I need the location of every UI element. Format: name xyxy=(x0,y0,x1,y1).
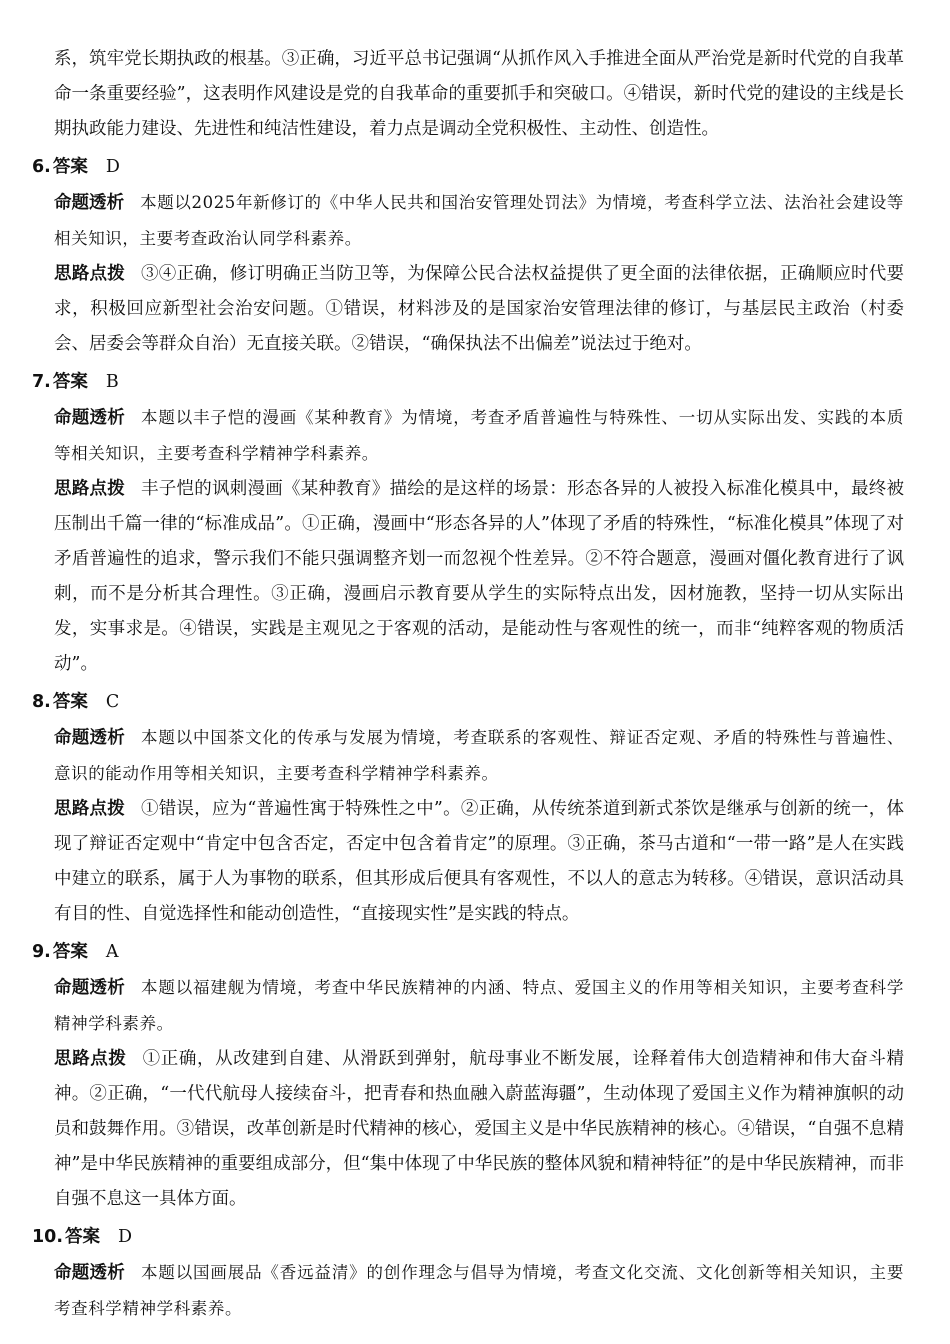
question-7 xyxy=(32,364,904,682)
hint-text: ①错误，应为“普遍性寓于特殊性之中”。②正确，从传统茶道到新式茶饮是继承与创新的统一，体现了辩证否定观中“肯定中包含否定，否定中包含着肯定”的原理。③正确，茶马古道和“一带一路”是人在实践中建立的联系，属于人为事物的联系，但其形成后便具有客观性，不以人的意志为转移。④错误，意识活动具有目的性、自觉选择性和能动创造性，“直接现实性”是实践的特点。 xyxy=(54,799,905,924)
question-number: 10. xyxy=(32,1227,64,1247)
question-number: 6. xyxy=(32,157,51,177)
analysis-text: 本题以国画展品《香远益清》的创作理念与倡导为情境，考查文化交流、文化创新等相关知识，主要考查科学精神学科素养。 xyxy=(54,1263,905,1318)
question-number: 7. xyxy=(32,372,51,392)
intro-paragraph: 系，筑牢党长期执政的根基。③正确，习近平总书记强调“从抓作风入手推进全面从严治党是新时代党的自我革命一条重要经验”，这表明作风建设是党的自我革命的重要抓手和突破口。④错误，新时代党的建设的主线是长期执政能力建设、先进性和纯洁性建设，着力点是调动全党积极性、主动性、创造性。 xyxy=(54,49,904,139)
analysis-paragraph xyxy=(32,400,904,472)
analysis-text: 本题以福建舰为情境，考查中华民族精神的内涵、特点、爱国主义的作用等相关知识，主要考查科学精神学科素养。 xyxy=(54,978,905,1033)
question-header xyxy=(32,934,904,970)
answer-label: 答案 xyxy=(52,157,88,177)
analysis-label: 命题透析 xyxy=(54,1263,125,1283)
analysis-label: 命题透析 xyxy=(54,728,125,748)
question-9 xyxy=(32,934,904,1217)
question-number: 8. xyxy=(32,692,51,712)
question-8 xyxy=(32,684,904,932)
answer-label: 答案 xyxy=(52,692,88,712)
hint-paragraph xyxy=(32,257,904,362)
question-6 xyxy=(32,149,904,362)
answer-label: 答案 xyxy=(52,942,88,962)
answer-value: B xyxy=(105,372,119,392)
hint-label: 思路点拨 xyxy=(54,1049,127,1069)
analysis-text: 本题以丰子恺的漫画《某种教育》为情境，考查矛盾普遍性与特殊性、一切从实际出发、实践的本质等相关知识，主要考查科学精神学科素养。 xyxy=(54,408,905,463)
hint-paragraph xyxy=(32,792,904,932)
answer-value: A xyxy=(105,942,119,962)
hint-label: 思路点拨 xyxy=(54,264,125,284)
answer-value: D xyxy=(105,157,120,177)
hint-text: 丰子恺的讽刺漫画《某种教育》描绘的是这样的场景：形态各异的人被投入标准化模具中，最终被压制出千篇一律的“标准成品”。①正确，漫画中“形态各异的人”体现了矛盾的特殊性，“标准化模具”体现了对矛盾普遍性的追求，警示我们不能只强调整齐划一而忽视个性差异。②不符合题意，漫画对僵化教育进行了讽刺，而不是分析其合理性。③正确，漫画启示教育要从学生的实际特点出发，因材施教，坚持一切从实际出发，实事求是。④错误，实践是主观见之于客观的活动，是能动性与客观性的统一，而非“纯粹客观的物质活动”。 xyxy=(54,479,904,674)
analysis-paragraph xyxy=(32,185,904,257)
analysis-text: 本题以中国茶文化的传承与发展为情境，考查联系的客观性、辩证否定观、矛盾的特殊性与普遍性、意识的能动作用等相关知识，主要考查科学精神学科素养。 xyxy=(54,728,905,783)
hint-paragraph xyxy=(32,1042,904,1217)
answer-value: C xyxy=(105,692,120,712)
hint-paragraph xyxy=(32,472,904,682)
answer-label: 答案 xyxy=(65,1227,101,1247)
analysis-text: 本题以2025年新修订的《中华人民共和国治安管理处罚法》为情境，考查科学立法、法治社会建设等相关知识，主要考查政治认同学科素养。 xyxy=(54,193,904,248)
question-number: 9. xyxy=(32,942,51,962)
analysis-paragraph xyxy=(32,970,904,1042)
hint-label: 思路点拨 xyxy=(54,479,125,499)
hint-text: ③④正确，修订明确正当防卫等，为保障公民合法权益提供了更全面的法律依据，正确顺应时代要求，积极回应新型社会治安问题。①错误，材料涉及的是国家治安管理法律的修订，与基层民主政治（村委会、居委会等群众自治）无直接关联。②错误，“确保执法不出偏差”说法过于绝对。 xyxy=(54,264,904,354)
question-header xyxy=(32,364,904,400)
analysis-label: 命题透析 xyxy=(54,193,125,213)
answer-label: 答案 xyxy=(52,372,88,392)
analysis-paragraph xyxy=(32,1255,904,1327)
hint-text: ①正确，从改建到自建、从滑跃到弹射，航母事业不断发展，诠释着伟大创造精神和伟大奋斗精神。②正确，“一代代航母人接续奋斗，把青春和热血融入蔚蓝海疆”，生动体现了爱国主义作为精神旗帜的动员和鼓舞作用。③错误，改革创新是时代精神的核心，爱国主义是中华民族精神的核心。④错误，“自强不息精神”是中华民族精神的重要组成部分，但“集中体现了中华民族的整体风貌和精神特征”的是中华民族精神，而非自强不息这一具体方面。 xyxy=(54,1049,904,1209)
question-10 xyxy=(32,1219,904,1327)
analysis-paragraph xyxy=(32,720,904,792)
hint-label: 思路点拨 xyxy=(54,799,125,819)
question-header xyxy=(32,149,904,185)
analysis-label: 命题透析 xyxy=(54,408,125,428)
question-header xyxy=(32,1219,904,1255)
answer-value: D xyxy=(118,1227,133,1247)
analysis-label: 命题透析 xyxy=(54,978,125,998)
question-header xyxy=(32,684,904,720)
